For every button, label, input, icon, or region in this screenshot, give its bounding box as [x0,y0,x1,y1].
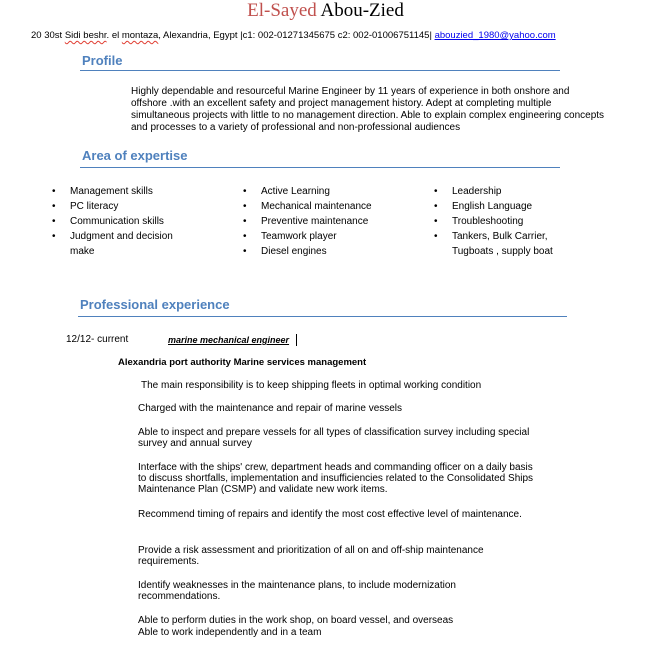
bullet-icon: • [243,246,247,257]
bullet-icon: • [52,201,56,212]
bullet-icon: • [434,216,438,227]
duty-item: Able to inspect and prepare vessels for all types of classification survey including special survey and annual survey [138,427,530,449]
expertise-item: • Leadership [434,186,502,197]
email-link[interactable]: abouzied_1980@yahoo.com [434,30,556,41]
expertise-column-1 [52,184,200,259]
expertise-item: • Mechanical maintenance [243,201,372,212]
expertise-item: • English Language [434,201,533,212]
text-cursor [296,334,297,346]
duty-item: Able to work independently and in a team [138,627,322,638]
bullet-icon: • [52,186,56,197]
expertise-item: • Teamwork player [243,231,337,242]
bullet-icon: • [243,231,247,242]
expertise-item: • Management skills [52,186,153,197]
bullet-icon: • [434,231,438,242]
expertise-item: • Communication skills [52,216,164,227]
expertise-item: • Active Learning [243,186,330,197]
candidate-name [0,0,651,22]
profile-heading: Profile [82,53,123,68]
expertise-item: • Tankers, Bulk Carrier, Tugboats , supply boat [434,231,553,257]
duty-item: Able to perform duties in the work shop, on board vessel, and overseas [138,615,454,626]
expertise-column-2 [243,184,421,259]
first-name: El-Sayed [247,0,317,21]
expertise-column-3 [434,184,577,259]
duty-item: Charged with the maintenance and repair of marine vessels [138,403,403,414]
bullet-icon: • [243,201,247,212]
expertise-rule [80,167,560,168]
bullet-icon: • [52,216,56,227]
contact-line [31,30,556,42]
bullet-icon: • [243,186,247,197]
duty-item: The main responsibility is to keep shipping fleets in optimal working condition [141,380,482,391]
contact-address-district: Sidi beshr [64,30,107,41]
organization: Alexandria port authority Marine services management [118,357,367,368]
expertise-item: • PC literacy [52,201,119,212]
expertise-heading: Area of expertise [82,148,188,163]
profile-rule [80,70,560,71]
contact-address-start: 20 30st [31,30,65,41]
expertise-item: • Troubleshooting [434,216,524,227]
duty-item: Identify weaknesses in the maintenance plans, to include modernization recommendations. [138,580,456,602]
expertise-item: • Preventive maintenance [243,216,369,227]
bullet-icon: • [52,231,56,242]
job-title: marine mechanical engineer [168,335,290,345]
duty-item: Recommend timing of repairs and identify the most cost effective level of maintenance. [138,509,522,520]
profile-text: Highly dependable and resourceful Marine Engineer by 11 years of experience in both onshore and offshore .with an excellent safety and project management history. Adept at completing multiple simultaneous projects with little to no management direction. Able to explain complex engineering concepts and processes to a variety of professional and non-professional audiences [131,86,605,133]
contact-address-mid: . el [106,30,122,41]
expertise-item: • Judgment and decision make [52,231,173,257]
bullet-icon: • [434,201,438,212]
bullet-icon: • [243,216,247,227]
expertise-item: • Diesel engines [243,246,327,257]
bullet-icon: • [434,186,438,197]
job-period: 12/12- current [66,334,129,345]
duty-item: Interface with the ships' crew, department heads and commanding officer on a daily basis to discuss shortfalls, implementation and insufficiencies related to the Consolidated Ships Maintenance Plan (CSMP) and validate new work items. [138,462,534,495]
duty-item: Provide a risk assessment and prioritization of all on and off-ship maintenance requirements. [138,545,484,567]
contact-address-area: montaza [121,30,159,41]
experience-rule [78,316,567,317]
experience-heading: Professional experience [80,297,230,312]
contact-address-phones: , Alexandria, Egypt |c1: 002-01271345675 c2: 002-01006751145| [158,30,435,41]
last-name: Abou-Zied [320,0,404,21]
